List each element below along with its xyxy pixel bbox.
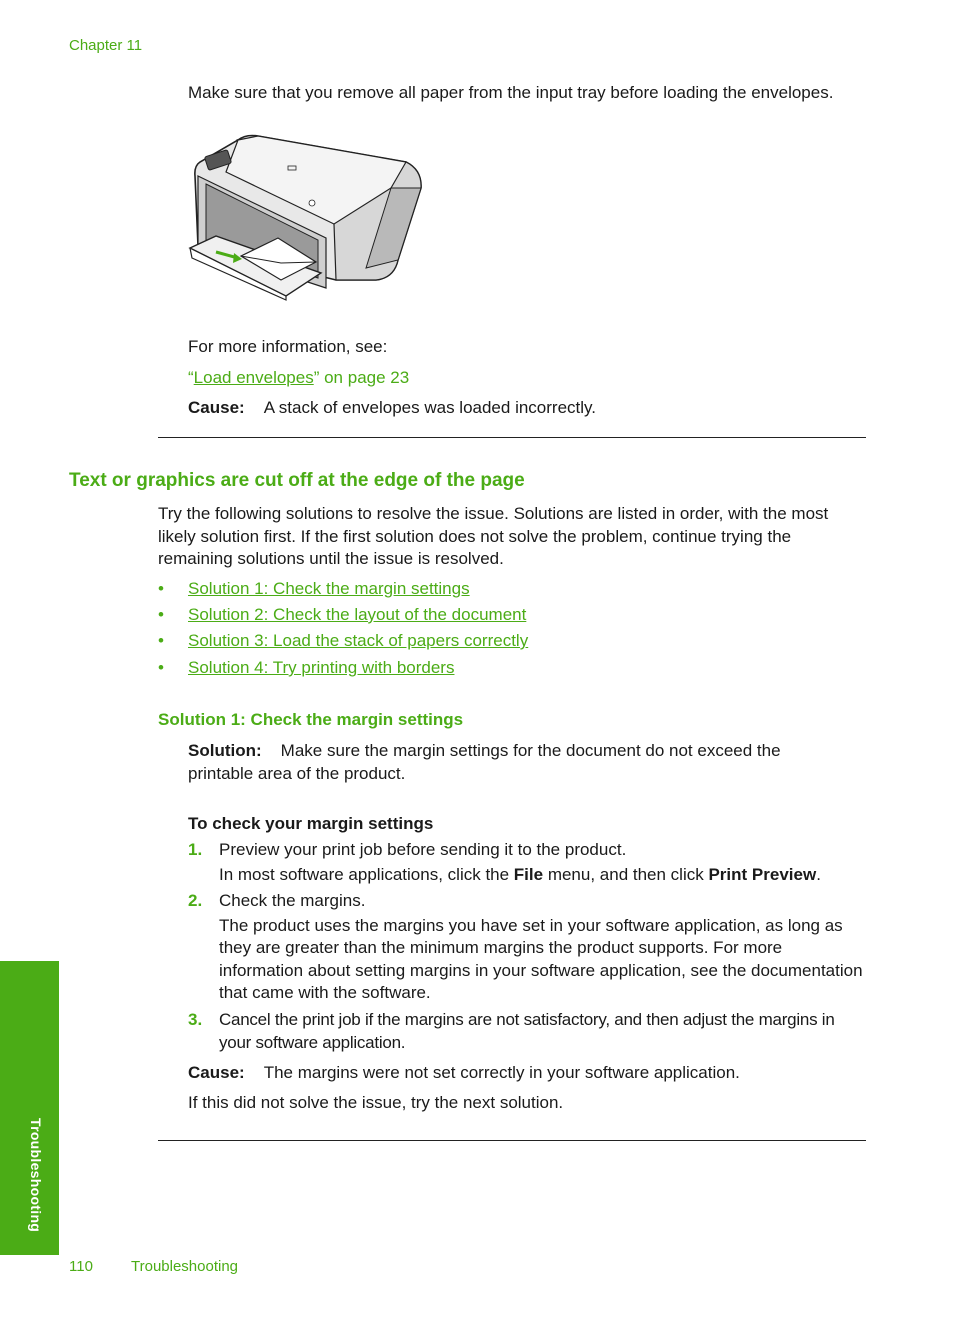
- divider: [158, 1140, 866, 1141]
- cause-2: Cause: The margins were not set correctly in your software application.: [188, 1063, 740, 1082]
- intro-text: Make sure that you remove all paper from the input tray before loading the envelopes.: [188, 83, 834, 102]
- printer-icon: [186, 128, 426, 304]
- load-envelopes-link[interactable]: Load envelopes: [193, 368, 314, 387]
- section-description: Try the following solutions to resolve the issue. Solutions are listed in order, with the most likely solution first. If the first solution does not solve the problem, continue trying the remaining solutions until the issue is resolved.: [158, 504, 829, 568]
- solution-1-text: Solution: Make sure the margin settings for the document do not exceed the printable area of the product.: [188, 741, 781, 783]
- divider: [158, 437, 866, 438]
- solution-4-link[interactable]: Solution 4: Try printing with borders: [188, 658, 455, 677]
- more-info-label: For more information, see:: [188, 337, 388, 356]
- procedure-title: To check your margin settings: [188, 814, 434, 833]
- step-3: Cancel the print job if the margins are not satisfactory, and then adjust the margins in your software application.: [219, 1010, 835, 1052]
- load-envelopes-reference[interactable]: “Load envelopes” on page 23: [188, 368, 410, 387]
- section-tab-label: Troubleshooting: [28, 1118, 44, 1233]
- section-title: Text or graphics are cut off at the edge of the page: [69, 470, 525, 491]
- page-number: 110: [69, 1258, 93, 1275]
- step-1: Preview your print job before sending it to the product. In most software applications, click the File menu, and then click Print Preview.: [219, 840, 821, 884]
- solution-3-link[interactable]: Solution 3: Load the stack of papers correctly: [188, 631, 529, 650]
- printer-envelope-illustration: [186, 128, 426, 304]
- solution-1-title: Solution 1: Check the margin settings: [158, 710, 464, 729]
- chapter-header: Chapter 11: [69, 37, 143, 54]
- solution-2-link[interactable]: Solution 2: Check the layout of the document: [188, 605, 527, 624]
- cause-1: Cause: A stack of envelopes was loaded incorrectly.: [188, 398, 596, 417]
- step-2: Check the margins. The product uses the margins you have set in your software application, as long as they are greater than the minimum margins the product supports. For more information about setting margins in your software application, see the documentation that came with the software.: [219, 891, 863, 1002]
- footer-section: Troubleshooting: [131, 1258, 239, 1275]
- solution-1-link[interactable]: Solution 1: Check the margin settings: [188, 579, 470, 598]
- next-solution-note: If this did not solve the issue, try the next solution.: [188, 1093, 564, 1112]
